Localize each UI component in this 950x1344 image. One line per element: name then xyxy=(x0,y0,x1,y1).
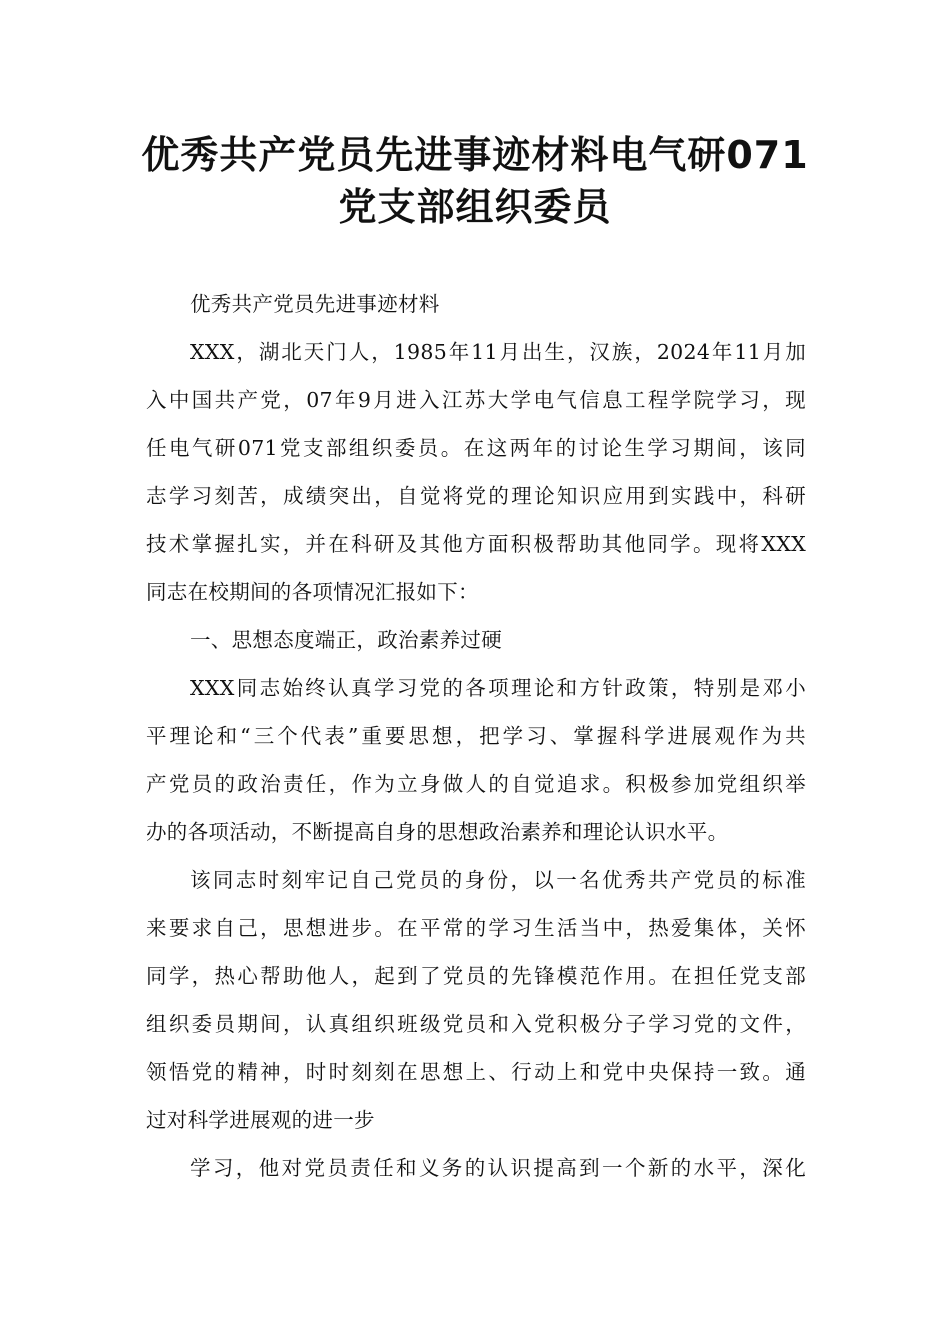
document-body xyxy=(146,280,806,1192)
body-text-line: XXX同志始终认真学习党的各项理论和方针政策，特别是邓小 xyxy=(190,676,806,700)
body-text-line: 过对科学进展观的进一步 xyxy=(146,1108,375,1132)
body-text-line: 志学习刻苦，成绩突出，自觉将党的理论知识应用到实践中，科研 xyxy=(146,484,806,508)
body-text-line: 来要求自己，思想进步。在平常的学习生活当中，热爱集体，关怀 xyxy=(146,916,806,940)
body-text-line: 平理论和“三个代表”重要思想，把学习、掌握科学进展观作为共 xyxy=(146,724,806,748)
body-text-line: 学习，他对党员责任和义务的认识提高到一个新的水平，深化 xyxy=(190,1156,806,1180)
body-text-line: 同学，热心帮助他人，起到了党员的先锋模范作用。在担任党支部 xyxy=(146,964,806,988)
body-text-line: 领悟党的精神，时时刻刻在思想上、行动上和党中央保持一致。通 xyxy=(146,1060,806,1084)
body-text-line: 任电气研071党支部组织委员。在这两年的讨论生学习期间，该同 xyxy=(146,436,806,460)
document-title-line-1: 优秀共产党员先进事迹材料电气研071 xyxy=(141,133,809,177)
body-text-line: 技术掌握扎实，并在科研及其他方面积极帮助其他同学。现将XXX xyxy=(146,532,806,556)
body-text-line: 该同志时刻牢记自己党员的身份，以一名优秀共产党员的标准 xyxy=(190,868,806,892)
body-text-line: 办的各项活动，不断提高自身的思想政治素养和理论认识水平。 xyxy=(146,820,729,844)
body-text-line: 产党员的政治责任，作为立身做人的自觉追求。积极参加党组织举 xyxy=(146,772,806,796)
body-text-line: 同志在校期间的各项情况汇报如下： xyxy=(146,580,479,604)
body-text-line: 组织委员期间，认真组织班级党员和入党积极分子学习党的文件， xyxy=(146,1012,806,1036)
body-text-line: 入中国共产党，07年9月进入江苏大学电气信息工程学院学习，现 xyxy=(146,388,806,412)
document-title-line-2: 党支部组织委员 xyxy=(338,185,612,229)
body-text-line: XXX，湖北天门人，1985年11月出生，汉族，2024年11月加 xyxy=(190,340,806,364)
body-text-line: 一、思想态度端正，政治素养过硬 xyxy=(190,628,502,652)
body-text-line: 优秀共产党员先进事迹材料 xyxy=(190,292,440,316)
